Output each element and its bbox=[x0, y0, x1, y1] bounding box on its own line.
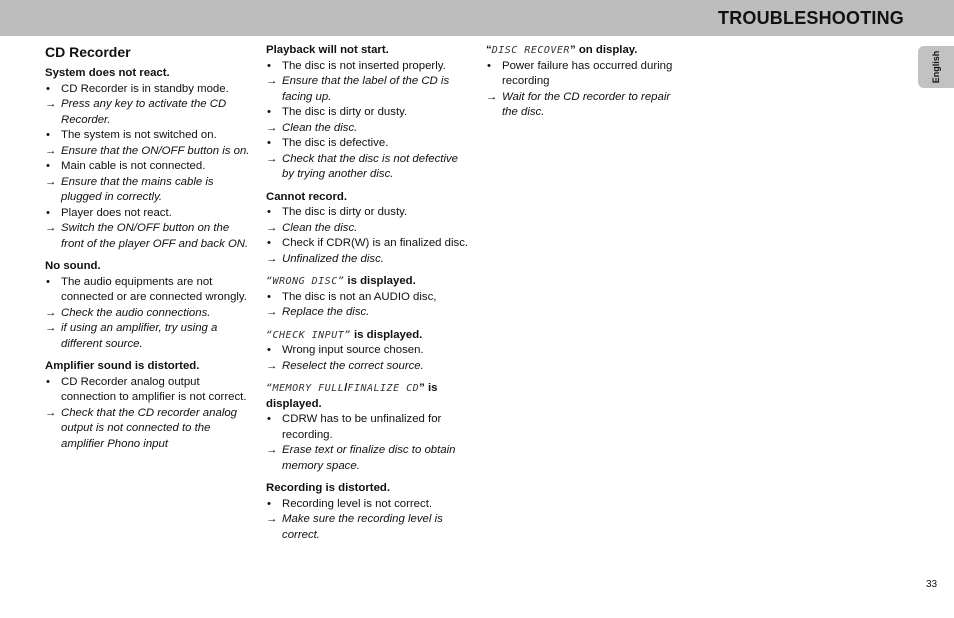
item-text: The system is not switched on. bbox=[61, 129, 217, 141]
solution-item bbox=[45, 175, 250, 206]
arrow-right-icon: → bbox=[266, 444, 278, 456]
cause-item bbox=[266, 59, 471, 75]
item-text: Ensure that the label of the CD is facing up. bbox=[282, 75, 450, 103]
cause-item bbox=[45, 128, 250, 144]
heading-text: System does not react. bbox=[45, 67, 170, 79]
problem-heading bbox=[266, 190, 471, 206]
item-text: The disc is not inserted properly. bbox=[282, 59, 446, 72]
column-1 bbox=[45, 43, 250, 459]
header-bar bbox=[0, 0, 954, 36]
solution-item bbox=[266, 512, 471, 543]
problem-heading bbox=[486, 43, 686, 59]
arrow-right-icon: → bbox=[45, 306, 57, 319]
cause-item bbox=[45, 82, 250, 98]
troubleshoot-section bbox=[45, 66, 250, 252]
item-text: Wait for the CD recorder to repair the disc. bbox=[502, 90, 671, 118]
cause-item bbox=[45, 275, 250, 306]
bullet-icon: • bbox=[46, 375, 50, 388]
heading-text: Recording is distorted. bbox=[266, 482, 391, 494]
bullet-icon: • bbox=[267, 237, 271, 249]
heading-separator: / bbox=[344, 382, 348, 394]
section-title: CD Recorder bbox=[45, 44, 131, 60]
heading-text: Cannot record. bbox=[266, 190, 348, 203]
solution-item bbox=[266, 252, 471, 268]
item-text: Reselect the correct source. bbox=[282, 359, 424, 372]
arrow-right-icon: → bbox=[266, 221, 278, 234]
arrow-right-icon: → bbox=[486, 90, 498, 103]
solution-item bbox=[45, 221, 250, 252]
arrow-right-icon: → bbox=[266, 306, 278, 318]
bullet-icon: • bbox=[267, 106, 271, 118]
bullet-icon: • bbox=[267, 59, 271, 72]
heading-text: is displayed. bbox=[350, 328, 423, 341]
column-3 bbox=[486, 43, 686, 128]
arrow-right-icon: → bbox=[45, 98, 57, 110]
arrow-right-icon: → bbox=[266, 513, 278, 525]
troubleshoot-section bbox=[486, 43, 686, 121]
solution-item bbox=[266, 221, 471, 237]
cause-item bbox=[45, 206, 250, 222]
cause-item bbox=[486, 59, 686, 90]
display-message: FINALIZE CD bbox=[347, 383, 420, 394]
bullet-icon: • bbox=[46, 160, 50, 172]
troubleshoot-section bbox=[266, 274, 471, 321]
solution-item bbox=[266, 74, 471, 105]
item-text: Clean the disc. bbox=[282, 121, 358, 134]
problem-heading bbox=[266, 274, 471, 290]
column-2 bbox=[266, 43, 471, 550]
display-message: “MEMORY FULL bbox=[266, 383, 345, 394]
bullet-icon: • bbox=[46, 129, 50, 141]
item-text: The disc is dirty or dusty. bbox=[282, 206, 408, 218]
heading-text: No sound. bbox=[45, 260, 101, 272]
problem-heading bbox=[266, 481, 471, 497]
bullet-icon: • bbox=[267, 290, 271, 303]
item-text: Power failure has occurred during recording bbox=[502, 59, 673, 87]
display-message: DISC RECOVER bbox=[491, 45, 570, 56]
problem-heading bbox=[45, 359, 250, 375]
bullet-icon: • bbox=[267, 413, 271, 425]
item-text: Check that the disc is not defective by trying another disc. bbox=[282, 152, 459, 180]
troubleshoot-section bbox=[266, 481, 471, 543]
arrow-right-icon: → bbox=[266, 359, 278, 372]
troubleshoot-section bbox=[45, 359, 250, 452]
item-text: Make sure the recording level is correct. bbox=[282, 513, 443, 541]
item-text: Erase text or finalize disc to obtain memory space. bbox=[282, 444, 456, 472]
troubleshoot-section bbox=[266, 43, 471, 183]
cause-item bbox=[266, 290, 471, 306]
solution-item bbox=[266, 121, 471, 137]
language-tab-label: English bbox=[931, 50, 941, 84]
problem-heading bbox=[266, 328, 471, 344]
item-text: CD Recorder is in standby mode. bbox=[61, 82, 229, 95]
cause-item bbox=[266, 105, 471, 121]
item-text: Check the audio connections. bbox=[61, 306, 211, 319]
item-text: Player does not react. bbox=[61, 206, 172, 219]
display-message: “WRONG DISC” bbox=[266, 276, 345, 287]
item-text: Wrong input source chosen. bbox=[282, 344, 424, 356]
solution-item bbox=[266, 152, 471, 183]
heading-text: ” on display. bbox=[569, 44, 638, 56]
cause-item bbox=[266, 497, 471, 513]
item-text: Replace the disc. bbox=[282, 306, 370, 318]
problem-heading bbox=[266, 43, 471, 59]
item-text: The disc is defective. bbox=[282, 137, 389, 149]
heading-text: Amplifier sound is distorted. bbox=[45, 360, 200, 372]
heading-text: Playback will not start. bbox=[266, 44, 389, 56]
bullet-icon: • bbox=[267, 206, 271, 218]
solution-item bbox=[486, 90, 686, 121]
item-text: Check if CDR(W) is an finalized disc. bbox=[282, 237, 469, 249]
bullet-icon: • bbox=[46, 82, 50, 95]
item-text: The disc is dirty or dusty. bbox=[282, 106, 408, 118]
troubleshoot-section bbox=[266, 328, 471, 375]
item-text: Clean the disc. bbox=[282, 221, 358, 234]
item-text: Press any key to activate the CD Recorder. bbox=[61, 98, 227, 126]
arrow-right-icon: → bbox=[45, 222, 57, 234]
item-text: Recording level is not correct. bbox=[282, 497, 433, 510]
problem-heading bbox=[45, 66, 250, 82]
item-text: Ensure that the ON/OFF button is on. bbox=[61, 144, 250, 157]
item-text: The disc is not an AUDIO disc, bbox=[282, 290, 437, 303]
cause-item bbox=[266, 412, 471, 443]
bullet-icon: • bbox=[267, 344, 271, 356]
cause-item bbox=[266, 205, 471, 221]
arrow-right-icon: → bbox=[45, 175, 57, 188]
language-tab bbox=[918, 46, 954, 88]
cause-item bbox=[45, 159, 250, 175]
page-title: TROUBLESHOOTING bbox=[718, 8, 904, 28]
cause-item bbox=[266, 236, 471, 252]
item-text: Check that the CD recorder analog output is not connected to the amplifier Phono input bbox=[61, 406, 238, 450]
arrow-right-icon: → bbox=[45, 144, 57, 157]
bullet-icon: • bbox=[267, 137, 271, 149]
solution-item bbox=[266, 359, 471, 375]
solution-item bbox=[266, 443, 471, 474]
item-text: if using an amplifier, try using a different source. bbox=[61, 322, 218, 350]
problem-heading bbox=[45, 259, 250, 275]
solution-item bbox=[266, 305, 471, 321]
arrow-right-icon: → bbox=[266, 252, 278, 265]
bullet-icon: • bbox=[46, 275, 50, 288]
heading-quote: “ bbox=[486, 44, 492, 56]
solution-item bbox=[45, 144, 250, 160]
item-text: Unfinalized the disc. bbox=[282, 252, 384, 265]
item-text: CD Recorder analog output connection to amplifier is not correct. bbox=[61, 375, 247, 403]
troubleshoot-section bbox=[266, 381, 471, 474]
arrow-right-icon: → bbox=[266, 152, 278, 165]
display-message: “CHECK INPUT” bbox=[266, 329, 351, 341]
item-text: Main cable is not connected. bbox=[61, 160, 206, 172]
item-text: The audio equipments are not connected or are connected wrongly. bbox=[61, 275, 247, 303]
troubleshoot-section bbox=[266, 190, 471, 268]
bullet-icon: • bbox=[267, 497, 271, 510]
cause-item bbox=[45, 375, 250, 406]
bullet-icon: • bbox=[487, 59, 491, 72]
arrow-right-icon: → bbox=[45, 406, 57, 419]
cause-item bbox=[266, 343, 471, 359]
solution-item bbox=[45, 97, 250, 128]
item-text: Ensure that the mains cable is plugged in correctly. bbox=[61, 175, 214, 203]
bullet-icon: • bbox=[46, 206, 50, 219]
arrow-right-icon: → bbox=[266, 75, 278, 87]
arrow-right-icon: → bbox=[266, 121, 278, 134]
arrow-right-icon: → bbox=[45, 322, 57, 334]
solution-item bbox=[45, 406, 250, 453]
item-text: CDRW has to be unfinalized for recording. bbox=[282, 413, 442, 441]
page-number: 33 bbox=[926, 579, 938, 590]
cause-item bbox=[266, 136, 471, 152]
troubleshoot-section bbox=[45, 259, 250, 352]
problem-heading bbox=[266, 381, 471, 412]
solution-item bbox=[45, 321, 250, 352]
solution-item bbox=[45, 306, 250, 322]
item-text: Switch the ON/OFF button on the front of the player OFF and back ON. bbox=[61, 222, 249, 250]
heading-text: is displayed. bbox=[344, 275, 416, 287]
heading-text: ” is displayed. bbox=[266, 382, 438, 410]
